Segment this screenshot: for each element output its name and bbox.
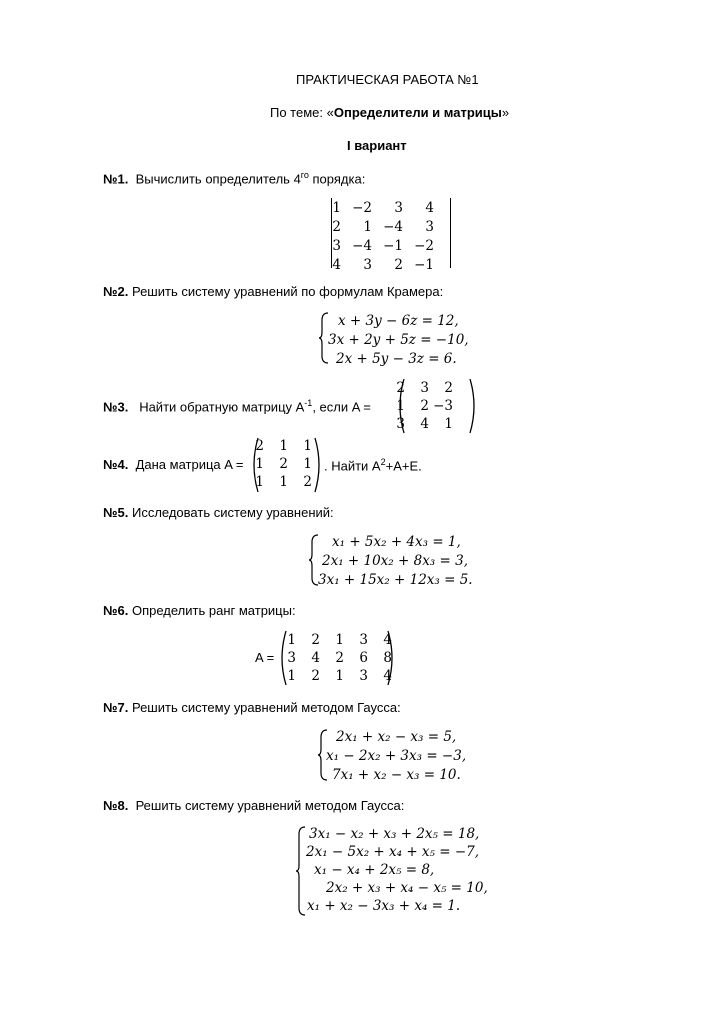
task6-label: A = <box>255 650 275 665</box>
matrix-cell: −4 <box>383 219 403 235</box>
matrix-cell: 8 <box>383 650 392 666</box>
task3-text: Найти обратную матрицу A <box>139 399 305 415</box>
task1-text2: порядка: <box>312 171 366 187</box>
matrix-cell: 2 <box>311 668 320 684</box>
matrix-cell: 1 <box>444 416 453 432</box>
task8-line <box>103 798 404 813</box>
task6-line <box>103 603 296 618</box>
theme-prefix: По теме: « <box>270 105 334 120</box>
matrix-cell: 1 <box>332 200 341 216</box>
task1-determinant <box>331 198 451 273</box>
matrix-cell: 2 <box>420 398 429 414</box>
task1-sup: го <box>300 170 309 180</box>
matrix-cell: 1 <box>303 438 312 454</box>
task8-eq-2: 2x₁ − 5x₂ + x₄ + x₅ = −7, <box>306 844 480 860</box>
task2-eq-1: x + 3y − 6z = 12, <box>338 313 459 329</box>
task8-eq-5: x₁ + x₂ − 3x₃ + x₄ = 1. <box>307 898 461 914</box>
matrix-cell: 3 <box>359 632 368 648</box>
task7-number: №7. <box>103 700 129 715</box>
matrix-cell: 2 <box>335 650 344 666</box>
task4-sup: 2 <box>380 457 386 467</box>
task4-text: Дана матрица A = <box>135 457 244 472</box>
theme-bold: Определители и матрицы <box>333 105 502 120</box>
task5-number: №5. <box>103 505 129 520</box>
matrix-cell: 4 <box>420 416 429 432</box>
matrix-cell: 3 <box>287 650 296 666</box>
matrix-cell: 2 <box>311 632 320 648</box>
task2-eq-2: 3x + 2y + 5z = −10, <box>328 332 469 348</box>
task7-eq-3: 7x₁ + x₂ − x₃ = 10. <box>332 767 461 783</box>
task8-eq-3: x₁ − x₄ + 2x₅ = 8, <box>314 862 435 878</box>
matrix-cell: −1 <box>414 257 434 273</box>
task4-text2: . Найти A <box>324 458 381 474</box>
task3-text2: , если A = <box>312 399 371 415</box>
matrix-cell: 1 <box>303 456 312 472</box>
task7-line <box>103 700 401 715</box>
task7-eq-2: x₁ − 2x₂ + 3x₃ = −3, <box>326 748 467 764</box>
task8-eq-1: 3x₁ − x₂ + x₃ + 2x₅ = 18, <box>309 826 480 842</box>
matrix-cell: 6 <box>359 650 368 666</box>
matrix-cell: 3 <box>363 257 372 273</box>
matrix-cell: 1 <box>287 632 296 648</box>
matrix-cell: 3 <box>425 219 434 235</box>
task4-tail <box>324 457 422 473</box>
task5-eq-1: x₁ + 5x₂ + 4x₃ = 1, <box>332 534 461 550</box>
matrix-cell: 4 <box>332 257 341 273</box>
matrix-cell: 1 <box>279 474 288 490</box>
task5-text: Исследовать систему уравнений: <box>131 505 334 520</box>
task5-eq-3: 3x₁ + 15x₂ + 12x₃ = 5. <box>318 572 473 588</box>
task2-number: №2. <box>103 284 129 299</box>
matrix-cell: 3 <box>396 416 405 432</box>
matrix-cell: 1 <box>396 398 405 414</box>
task7-eq-1: 2x₁ + x₂ − x₃ = 5, <box>336 729 457 745</box>
task6-text: Определить ранг матрицы: <box>131 603 296 618</box>
matrix-cell: 3 <box>394 200 403 216</box>
matrix-cell: 2 <box>444 380 453 396</box>
task5-eq-2: 2x₁ + 10x₂ + 8x₃ = 3, <box>322 553 468 569</box>
theme-line <box>270 105 509 120</box>
matrix-cell: 1 <box>255 456 264 472</box>
task8-number: №8. <box>103 798 129 813</box>
task2-eq-3: 2x + 5y − 3z = 6. <box>336 351 457 367</box>
matrix-cell: 2 <box>255 438 264 454</box>
task4-number: №4. <box>103 457 129 472</box>
matrix-cell: 2 <box>394 257 403 273</box>
task8-brace-icon <box>296 826 306 916</box>
matrix-cell: −4 <box>352 238 372 254</box>
matrix-cell: 3 <box>359 668 368 684</box>
task2-text: Решить систему уравнений по формулам Крамера: <box>131 284 444 299</box>
task8-eq-4: 2x₂ + x₃ + x₄ − x₅ = 10, <box>326 880 488 896</box>
matrix-cell: 1 <box>287 668 296 684</box>
matrix-cell: −2 <box>414 238 434 254</box>
matrix-cell: 1 <box>335 632 344 648</box>
task3-number: №3. <box>103 399 129 415</box>
matrix-cell: 1 <box>363 219 372 235</box>
matrix-cell: 2 <box>303 474 312 490</box>
matrix-cell: −2 <box>352 200 372 216</box>
task7-text: Решить систему уравнений методом Гаусса: <box>131 700 401 715</box>
matrix-cell: 4 <box>383 668 392 684</box>
task5-line <box>103 505 334 520</box>
task4-line <box>103 457 243 472</box>
task4-text3: +A+E. <box>385 458 422 474</box>
matrix-cell: 1 <box>335 668 344 684</box>
task1-text: Вычислить определитель 4 <box>135 171 301 187</box>
matrix-cell: 2 <box>279 456 288 472</box>
matrix-cell: 4 <box>311 650 320 666</box>
task6-number: №6. <box>103 603 129 618</box>
matrix-cell: 2 <box>396 380 405 396</box>
task1-number: №1. <box>103 171 129 187</box>
matrix-cell: −3 <box>433 398 453 414</box>
task2-line <box>103 284 443 299</box>
task3-line <box>103 398 371 414</box>
matrix-cell: 3 <box>420 380 429 396</box>
task1-line <box>103 170 365 186</box>
page-title: ПРАКТИЧЕСКАЯ РАБОТА №1 <box>296 72 479 87</box>
matrix-cell: 4 <box>425 200 434 216</box>
matrix-cell: −1 <box>383 238 403 254</box>
task8-text: Решить систему уравнений методом Гаусса: <box>135 798 405 813</box>
matrix-cell: 3 <box>332 238 341 254</box>
matrix-cell: 2 <box>332 219 341 235</box>
matrix-cell: 1 <box>255 474 264 490</box>
theme-suffix: » <box>501 105 510 120</box>
matrix-cell: 1 <box>279 438 288 454</box>
matrix-cell: 4 <box>383 632 392 648</box>
task3-sup: -1 <box>304 398 313 408</box>
variant-label: I вариант <box>347 138 407 153</box>
